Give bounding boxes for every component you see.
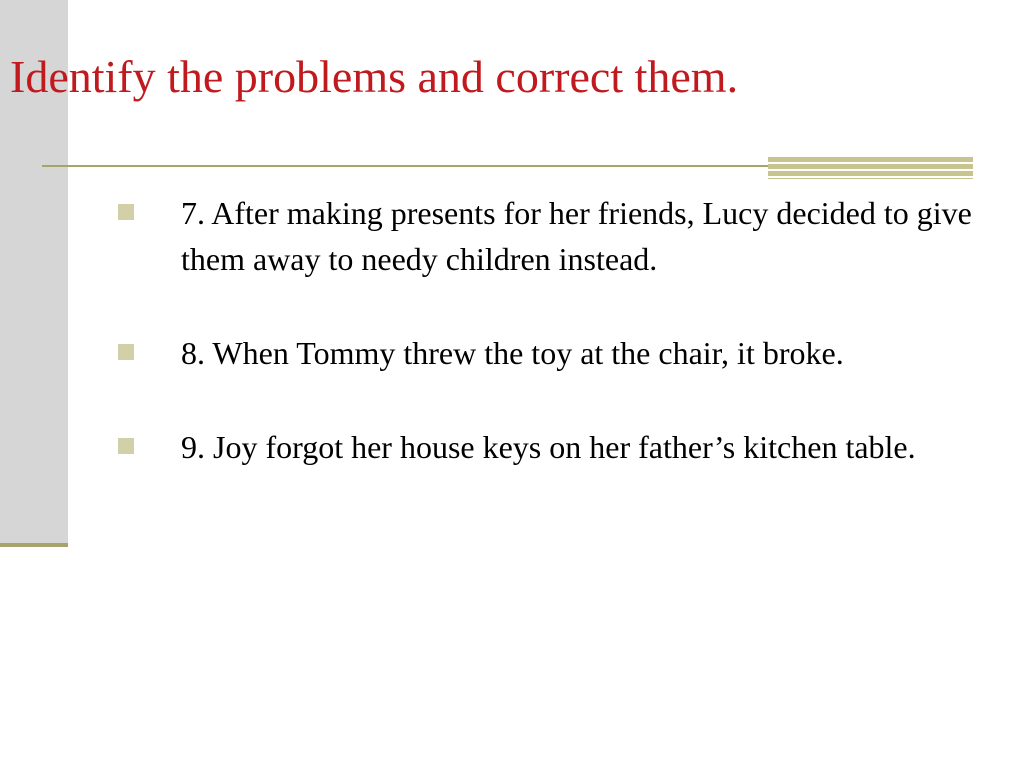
bullet-item-9 — [114, 424, 974, 470]
slide-title: Identify the problems and correct them. — [10, 51, 739, 102]
bullet-text: 8. When Tommy threw the toy at the chair, it broke. — [181, 335, 844, 371]
bullet-list — [114, 190, 974, 470]
title-divider-accent — [768, 157, 973, 179]
square-bullet-icon — [118, 438, 134, 454]
bullet-text: 9. Joy forgot her house keys on her father’s kitchen table. — [181, 429, 916, 465]
bullet-item-7 — [114, 190, 974, 282]
square-bullet-icon — [118, 344, 134, 360]
side-decoration-bar-edge — [0, 543, 68, 547]
square-bullet-icon — [118, 204, 134, 220]
bullet-item-8 — [114, 330, 974, 376]
bullet-text: 7. After making presents for her friends, Lucy decided to give them away to needy children instead. — [181, 195, 972, 277]
